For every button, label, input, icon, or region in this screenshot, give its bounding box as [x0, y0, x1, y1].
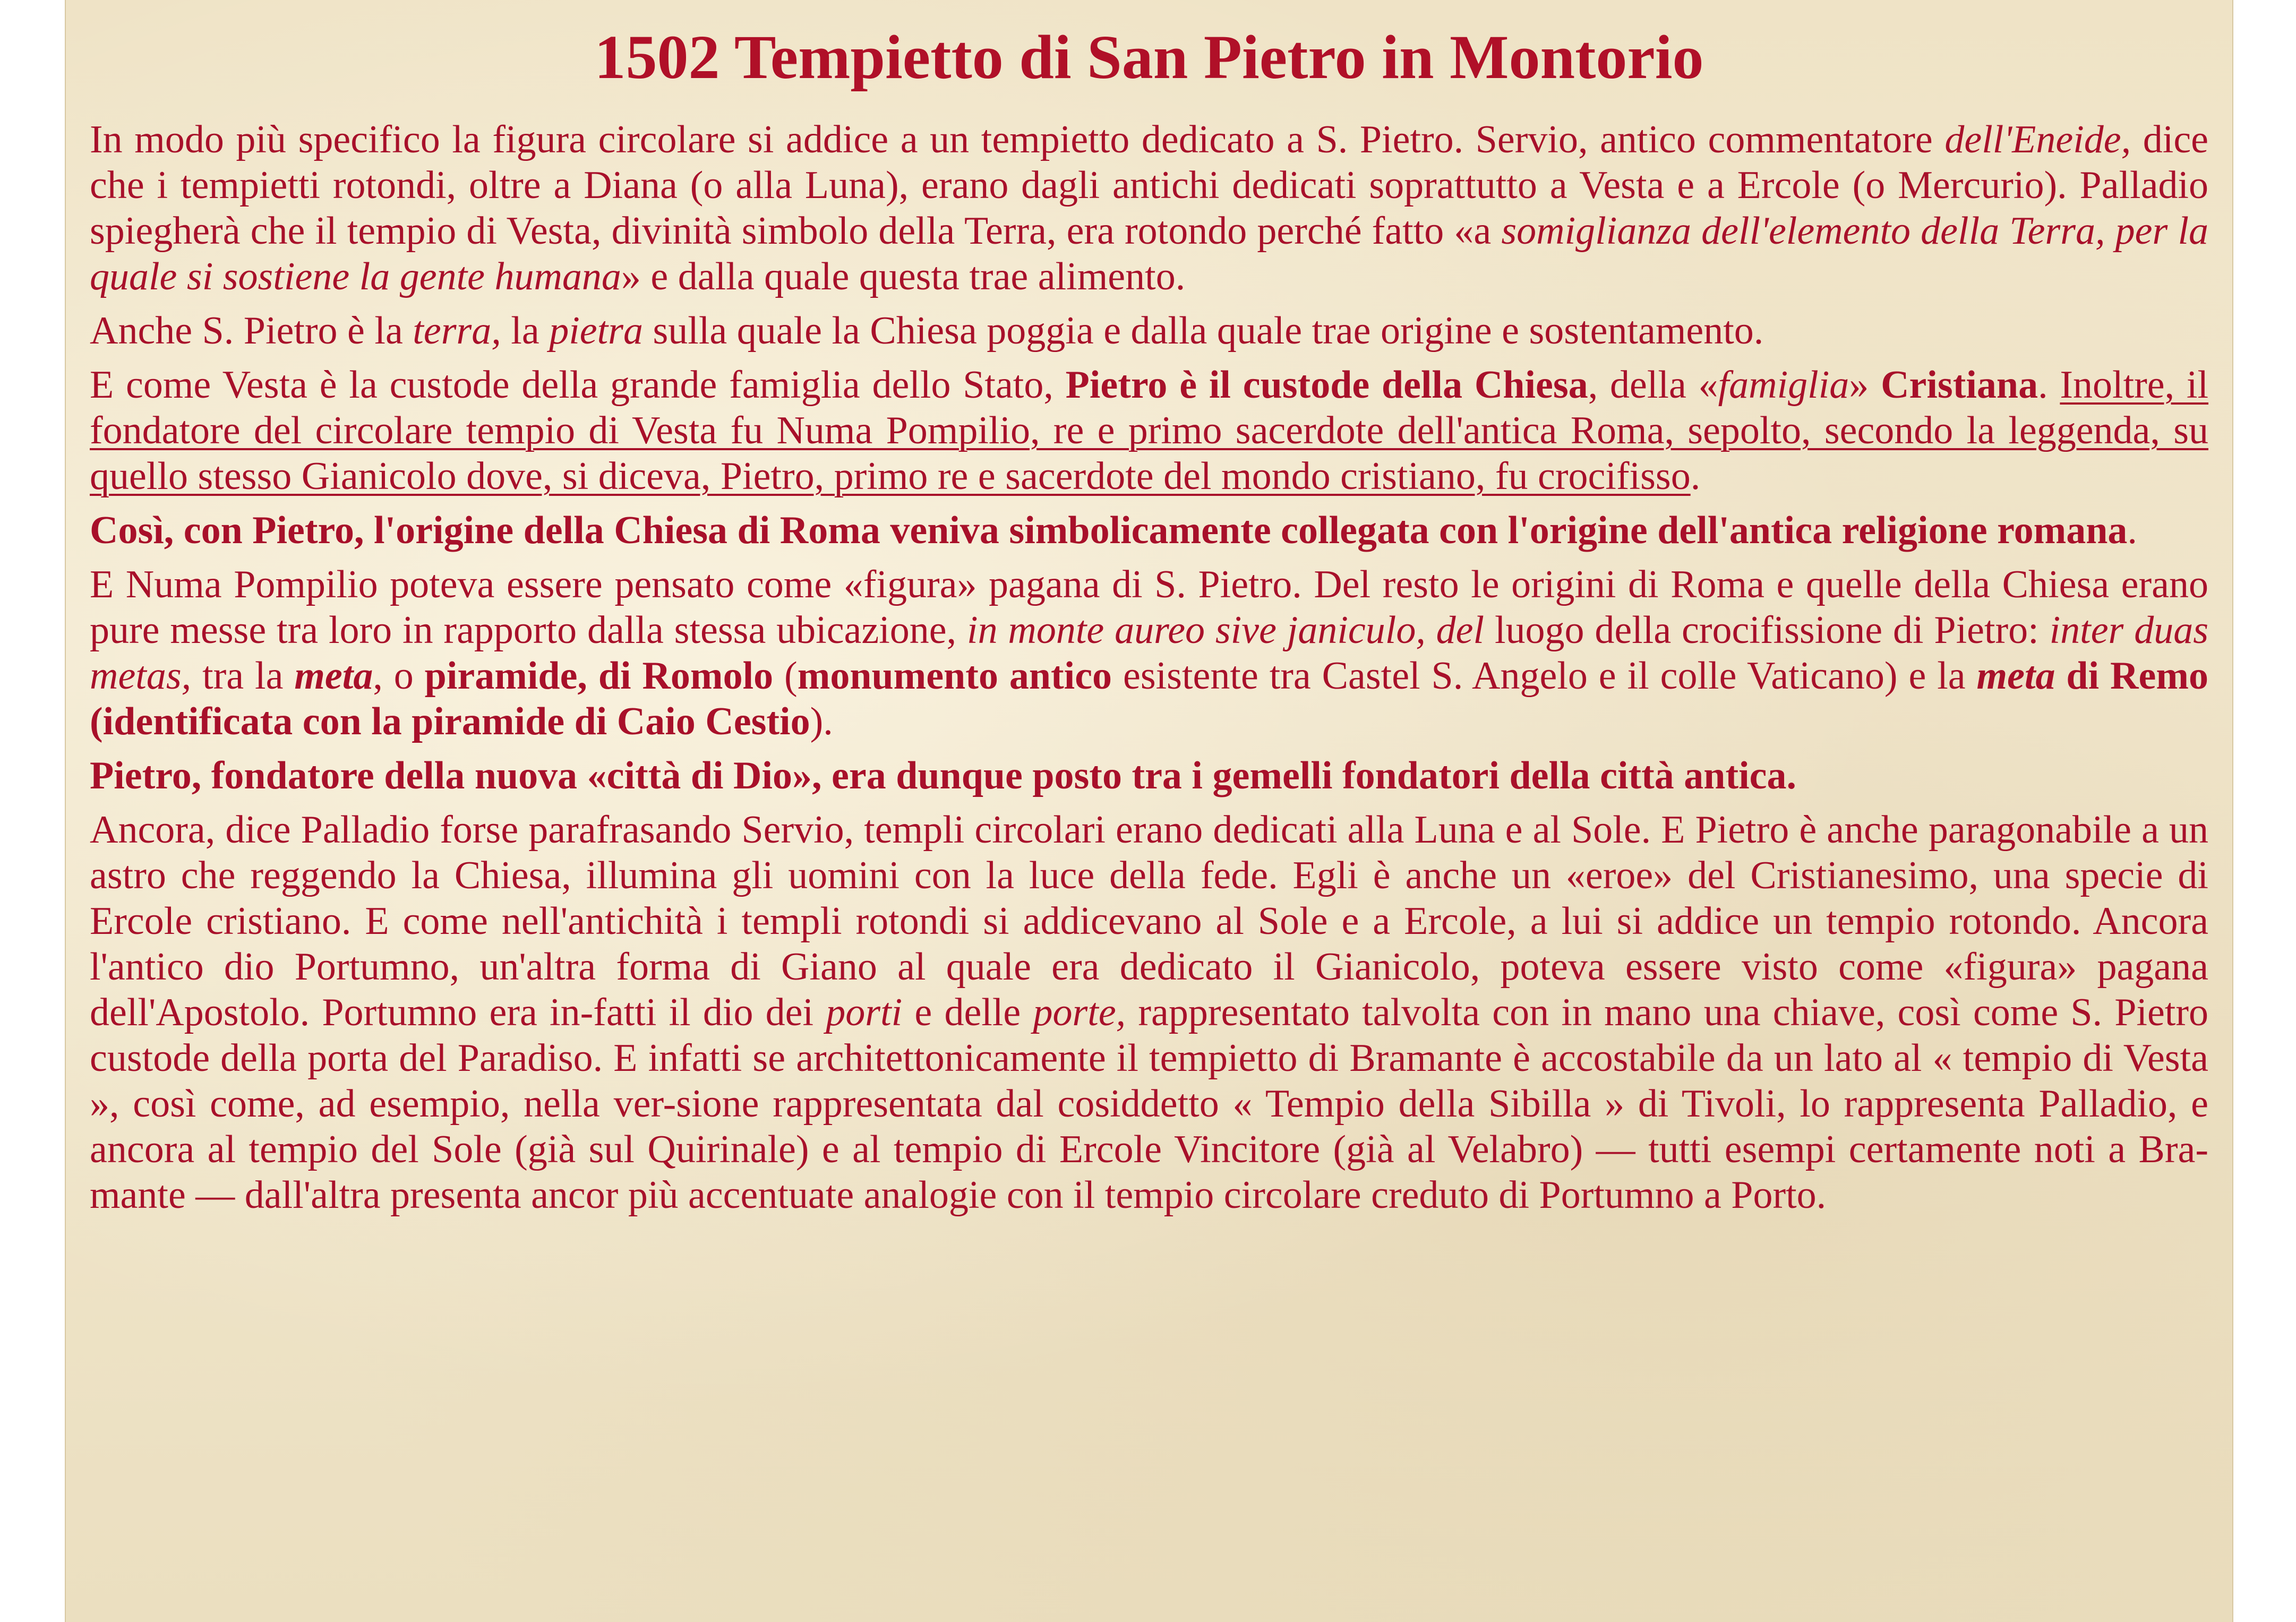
text-run: dice che i tempietti rotondi, oltre a Diana (o alla Luna), erano dagli antichi dedicati soprattutto a Vesta e a Ercole (o Mercurio). Palladio spiegherà che il tempio di Vesta, divinità simbolo della Terra, era rotondo perché fatto «a	[90, 118, 2209, 253]
text-run: e delle	[902, 991, 1033, 1034]
paragraph-custode	[90, 362, 2208, 499]
paragraph-citta-di-dio: Pietro, fondatore della nuova «città di Dio», era dunque posto tra i gemelli fondatori della città antica.	[90, 754, 1797, 797]
text-run: rappresentato talvolta con in mano una chiave, così come S. Pietro custode della porta del Paradiso. E infatti se architettonicamente il tempietto di Bramante è accostabile da un lato al « tempio di Vesta », così come, ad esempio, nella ver-sione rappresentata dal cosiddetto « Tempio della Sibilla » di Tivoli, lo rappresenta Palladio, e ancora al tempio del Sole (già sul Quirinale) e al tempio di Ercole Vincitore (già al Velabro) — tutti esempi certamente noti a Bra-mante — dall'altra presenta ancor più accentuate analogie con il tempio circolare creduto di Portumno a Porto.	[90, 991, 2209, 1217]
text-run: .	[1690, 454, 1701, 498]
text-run: .	[2127, 509, 2137, 552]
bold-text: piramide, di Romolo	[424, 654, 774, 698]
bold-italic-text: meta	[294, 654, 373, 698]
text-run: luogo della crocifissione di Pietro:	[1484, 608, 2050, 652]
document-body	[90, 117, 2208, 1226]
paragraph-vesta-intro	[90, 117, 2208, 299]
paragraph-portumno	[90, 807, 2208, 1218]
text-run: » e dalla quale questa trae alimento.	[621, 255, 1186, 298]
bold-text: Cristiana	[1881, 363, 2038, 407]
italic-text: terra,	[413, 309, 501, 353]
text-run: E Numa Pompilio poteva essere pensato come «figura» pagana di S. Pietro. Del resto le origini di Roma e quelle della Chiesa erano pure messe tra loro in rapporto dalla stessa ubicazione,	[90, 563, 2208, 652]
text-run: (	[773, 654, 798, 698]
text-run: ).	[810, 700, 833, 743]
document-page	[65, 0, 2233, 1622]
text-run: E come Vesta è la custode della grande famiglia dello Stato,	[90, 363, 1066, 407]
text-run: Anche S. Pietro è la	[90, 309, 413, 353]
text-run: »	[1849, 363, 1881, 407]
text-run: esistente tra Castel S. Angelo e il colle Vaticano) e la	[1112, 654, 1977, 698]
italic-text: porte,	[1033, 991, 1126, 1034]
bold-text: monumento antico	[797, 654, 1112, 698]
text-run: Ancora, dice Palladio forse parafrasando Servio, templi circolari erano dedicati alla Luna e al Sole. E Pietro è anche paragonabile a un astro che reggendo la Chiesa, illumina gli uomini con la luce della fede. Egli è anche un «eroe» del Cristianesimo, una specie di Ercole cristiano. E come nell'antichità i templi rotondi si addicevano al Sole e a Ercole, a lui si addice un tempio rotondo. Ancora l'antico dio Portumno, un'altra forma di Giano al quale era dedicato il Gianicolo, poteva essere visto come «figura» pagana dell'Apostolo. Portumno era in-fatti il dio dei	[90, 808, 2208, 1034]
italic-text: porti	[826, 991, 903, 1034]
bold-text: Così, con Pietro, l'origine della Chiesa di Roma veniva simbolicamente collegata con l'origine dell'antica religione romana	[90, 509, 2128, 552]
bold-text: di Remo (identificata con la piramide di Caio Cestio	[90, 654, 2208, 743]
italic-text: dell'Eneide,	[1944, 118, 2131, 161]
bold-italic-text: meta	[1976, 654, 2055, 698]
italic-text: in monte aureo sive janiculo, del	[967, 608, 1485, 652]
paragraph-pietro-terra	[90, 308, 2208, 354]
text-run: In modo più specifico la figura circolare si addice a un tempietto dedicato a S. Pietro. Servio, antico commentatore	[90, 118, 1945, 161]
underlined-text: Inoltre, il fondatore del circolare tempio di Vesta fu Numa Pompilio, re e primo sacerdote dell'antica Roma, sepolto, secondo la leggenda, su quello stesso Gianicolo dove, si diceva, Pietro, primo re e sacerdote del mondo cristiano, fu crocifisso	[90, 363, 2209, 498]
text-run: , della «	[1588, 363, 1718, 407]
italic-text: inter duas metas,	[90, 608, 2209, 698]
bold-text: Pietro è il custode della Chiesa	[1065, 363, 1588, 407]
text-run: sulla quale la Chiesa poggia e dalla quale trae origine e sostentamento.	[642, 309, 1764, 353]
page-title: 1502 Tempietto di San Pietro in Montorio	[594, 22, 1704, 92]
text-run: , o	[373, 654, 425, 698]
text-run: .	[2038, 363, 2060, 407]
text-run: tra la	[191, 654, 295, 698]
paragraph-origine-chiesa	[90, 508, 2208, 553]
italic-text: famiglia	[1718, 363, 1849, 407]
text-run: la	[501, 309, 550, 353]
italic-text: pietra	[549, 309, 643, 353]
paragraph-numa-pompilio	[90, 562, 2208, 744]
italic-quote: somiglianza dell'elemento della Terra, per la quale si sostiene la gente humana	[90, 209, 2208, 298]
